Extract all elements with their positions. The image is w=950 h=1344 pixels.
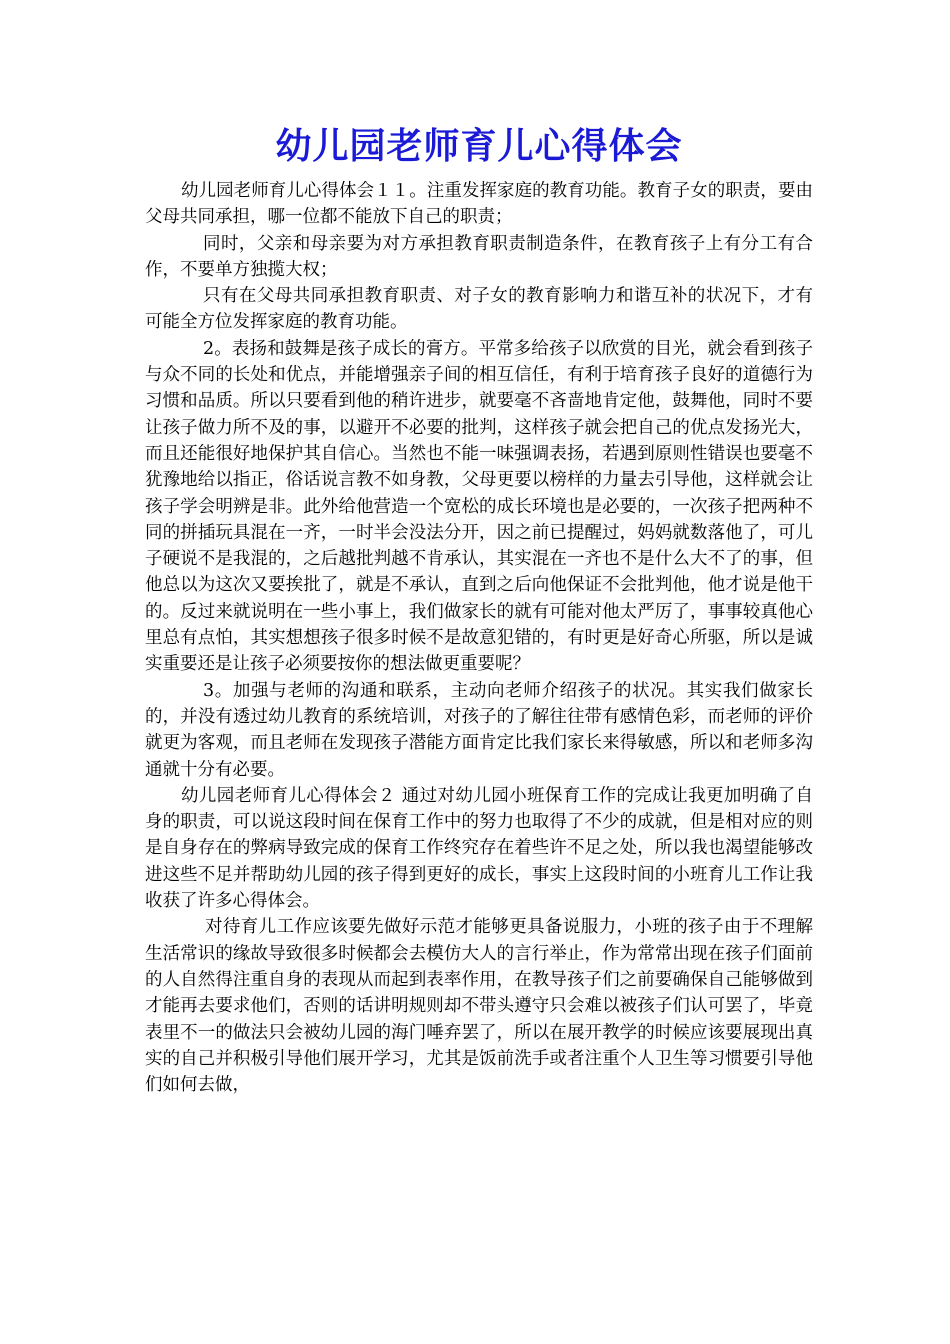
document-page xyxy=(145,118,813,1098)
paragraph: 同时，父亲和母亲要为对方承担教育职责制造条件，在教育孩子上有分工有合作，不要单方独揽大权； xyxy=(145,233,813,280)
paragraph: 3。加强与老师的沟通和联系，主动向老师介绍孩子的状况。其实我们做家长的，并没有透过幼儿教育的系统培训，对孩子的了解往往带有感情色彩，而老师的评价就更为客观，而且老师在发现孩子潜能方面肯定比我们家长来得敏感，所以和老师多沟通就十分有必要。 xyxy=(145,680,813,780)
document-title: 幼儿园老师育儿心得体会 xyxy=(275,125,683,167)
paragraph: 2。表扬和鼓舞是孩子成长的膏方。平常多给孩子以欣赏的目光，就会看到孩子与众不同的长处和优点，并能增强亲子间的相互信任，有利于培育孩子良好的道德行为习惯和品质。所以只要看到他的稍许进步，就要毫不吝啬地肯定他，鼓舞他，同时不要让孩子做力所不及的事，以避开不必要的批判，这样孩子就会把自己的优点发扬光大，而且还能很好地保护其自信心。当然也不能一味强调表扬，若遇到原则性错误也要毫不犹豫地给以指正，俗话说言教不如身教，父母更要以榜样的力量去引导他，这样就会让孩子学会明辨是非。此外给他营造一个宽松的成长环境也是必要的，一次孩子把两种不同的拼插玩具混在一齐，一时半会没法分开，因之前已提醒过，妈妈就数落他了，可儿子硬说不是我混的，之后越批判越不肯承认，其实混在一齐也不是什么大不了的事，但他总以为这次又要挨批了，就是不承认，直到之后向他保证不会批判他，他才说是他干的。反过来就说明在一些小事上，我们做家长的就有可能对他太严厉了，事事较真他心里总有点怕，其实想想孩子很多时候不是故意犯错的，有时更是好奇心所驱，所以是诚实重要还是让孩子必须要按你的想法做更重要呢？ xyxy=(145,338,813,675)
paragraph: 幼儿园老师育儿心得体会２ 通过对幼儿园小班保育工作的完成让我更加明确了自身的职责，可以说这段时间在保育工作中的努力也取得了不少的成就，但是相对应的则是自身存在的弊病导致完成的保育工作终究存在着些许不足之处，所以我也渴望能够改进这些不足并帮助幼儿园的孩子得到更好的成长，事实上这段时间的小班育儿工作让我收获了许多心得体会。 xyxy=(145,785,813,912)
paragraph: 幼儿园老师育儿心得体会１１。注重发挥家庭的教育功能。教育子女的职责，要由父母共同承担，哪一位都不能放下自己的职责； xyxy=(145,181,813,228)
paragraph: 只有在父母共同承担教育职责、对子女的教育影响力和谐互补的状况下，才有可能全方位发挥家庭的教育功能。 xyxy=(145,286,813,333)
paragraph: 对待育儿工作应该要先做好示范才能够更具备说服力，小班的孩子由于不理解生活常识的缘故导致很多时候都会去模仿大人的言行举止，作为常常出现在孩子们面前的人自然得注重自身的表现从而起到表率作用，在教导孩子们之前要确保自己能够做到才能再去要求他们，否则的话讲明规则却不带头遵守只会难以被孩子们认可罢了，毕竟表里不一的做法只会被幼儿园的海门唾弃罢了，所以在展开教学的时候应该要展现出真实的自己并积极引导他们展开学习，尤其是饭前洗手或者注重个人卫生等习惯要引导他们如何去做， xyxy=(145,917,813,1096)
